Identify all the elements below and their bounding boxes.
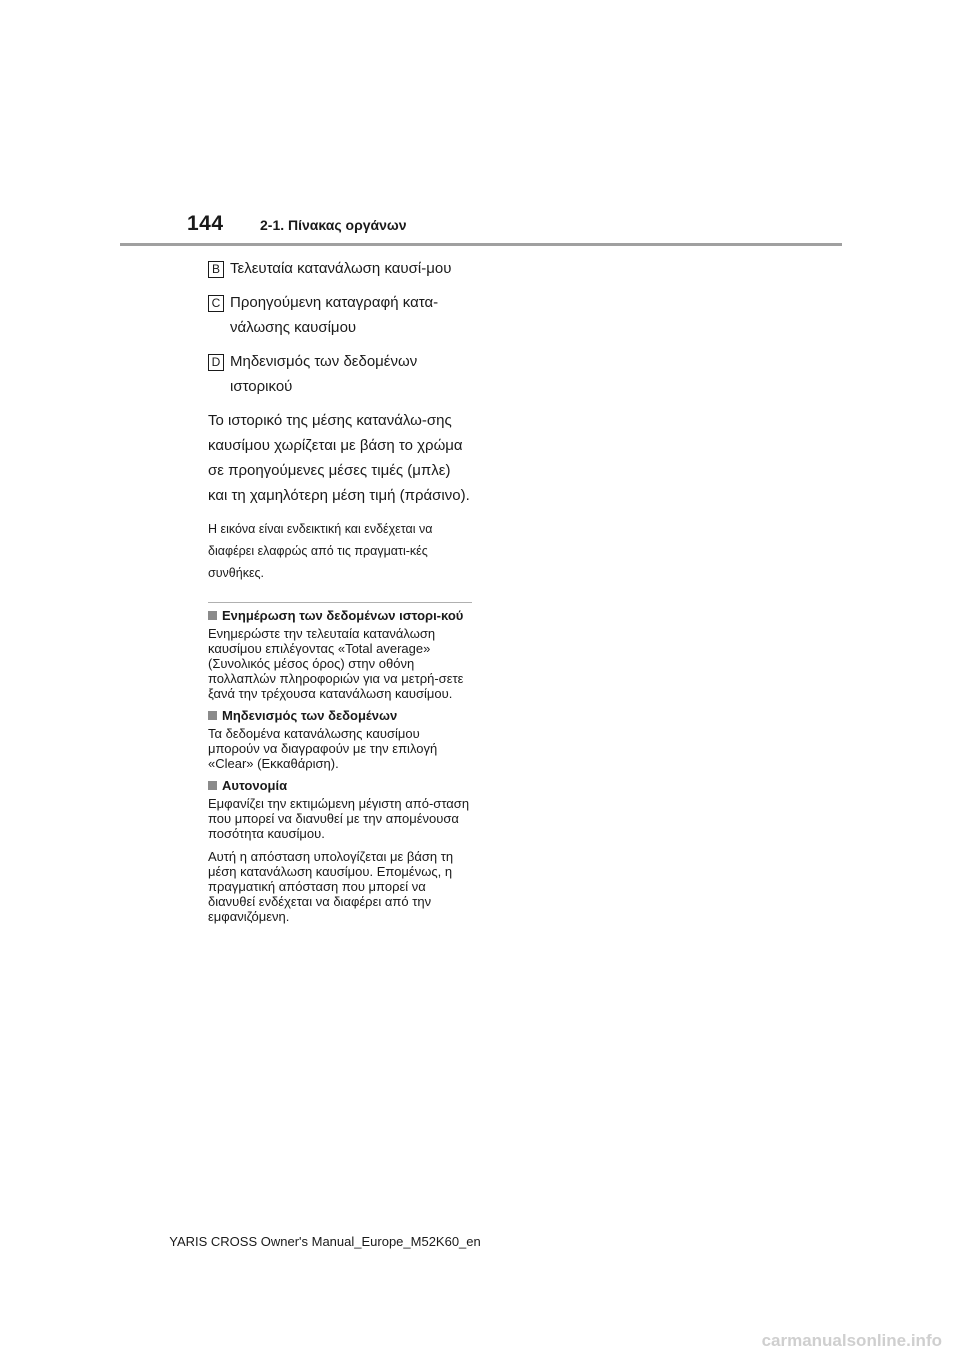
legend-item-b bbox=[208, 256, 472, 281]
header-rule bbox=[120, 243, 842, 246]
section-title: 2-1. Πίνακας οργάνων bbox=[260, 217, 407, 233]
section-heading bbox=[208, 609, 472, 623]
section-paragraph: Τα δεδομένα κατανάλωσης καυσίμου μπορούν να διαγραφούν με την επιλογή «Clear» (Εκκαθάριση). bbox=[208, 726, 438, 771]
section-heading-text: Ενημέρωση των δεδομένων ιστορι-κού bbox=[222, 608, 464, 623]
footer bbox=[0, 1234, 650, 1249]
section-heading-text: Μηδενισμός των δεδομένων bbox=[222, 708, 398, 723]
section-range bbox=[208, 779, 472, 924]
page-number: 144 bbox=[187, 212, 224, 235]
legend-item-text: Τελευταία κατανάλωση καυσί-μου bbox=[230, 260, 452, 277]
section-heading bbox=[208, 709, 472, 723]
legend-item-text: Προηγούμενη καταγραφή κατα-νάλωσης καυσίμου bbox=[230, 294, 439, 336]
bullet-square-icon bbox=[208, 611, 217, 620]
section-paragraph: Ενημερώστε την τελευταία κατανάλωση καυσίμου επιλέγοντας «Total average» (Συνολικός μέσος όρος) στην οθόνη πολλαπλών πληροφοριών για να μετρή-σετε ξανά την τρέχουσα κατανάλωση καυσίμου. bbox=[208, 626, 464, 701]
footer-text: YARIS CROSS Owner's Manual_Europe_M52K60_en bbox=[169, 1234, 481, 1249]
section-paragraph: Αυτή η απόσταση υπολογίζεται με βάση τη μέση κατανάλωση καυσίμου. Επομένως, η πραγματική απόσταση που μπορεί να διανυθεί ενδέχεται να διαφέρει από την εμφανιζόμενη. bbox=[208, 849, 454, 924]
label-box-b: B bbox=[208, 261, 224, 278]
main-content bbox=[208, 256, 472, 932]
bullet-square-icon bbox=[208, 781, 217, 790]
legend-item-c bbox=[208, 290, 472, 340]
label-box-c: C bbox=[208, 295, 224, 312]
label-box-d: D bbox=[208, 354, 224, 371]
section-heading bbox=[208, 779, 472, 793]
bullet-square-icon bbox=[208, 711, 217, 720]
section-paragraph: Εμφανίζει την εκτιμώμενη μέγιστη από-σταση που μπορεί να διανυθεί με την απομένουσα ποσότητα καυσίμου. bbox=[208, 796, 470, 841]
section-divider bbox=[208, 602, 472, 603]
section-update-history bbox=[208, 609, 472, 701]
section-heading-text: Αυτονομία bbox=[222, 778, 288, 793]
watermark[interactable]: carmanualsonline.info bbox=[761, 1331, 942, 1350]
legend-item-text: Μηδενισμός των δεδομένων ιστορικού bbox=[230, 353, 418, 395]
illustration-note: Η εικόνα είναι ενδεικτική και ενδέχεται να διαφέρει ελαφρώς από τις πραγματι-κές συνθήκες. bbox=[208, 522, 433, 580]
section-reset-data bbox=[208, 709, 472, 771]
history-paragraph: Το ιστορικό της μέσης κατανάλω-σης καυσίμου χωρίζεται με βάση το χρώμα σε προηγούμενες μέσες τιμές (μπλε) και τη χαμηλότερη μέση τιμή (πράσινο). bbox=[208, 412, 470, 504]
legend-item-d bbox=[208, 349, 472, 399]
